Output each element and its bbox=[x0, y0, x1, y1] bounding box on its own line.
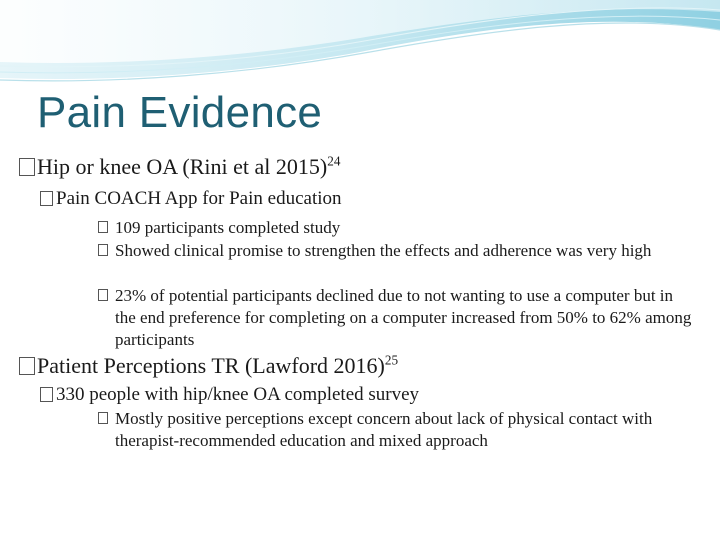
bullet-text: Showed clinical promise to strengthen the effects and adherence was very high bbox=[115, 241, 652, 260]
bullet-text: Patient Perceptions TR (Lawford 2016) bbox=[37, 353, 385, 378]
bullet-text: 330 people with hip/knee OA completed survey bbox=[56, 384, 420, 405]
bullet-box-icon bbox=[98, 412, 108, 424]
bullet-text: Mostly positive perceptions except concern about lack of physical contact with therapist-recommended education and mixed approach bbox=[115, 409, 653, 450]
bullet-l3-perceptions bbox=[98, 408, 685, 452]
bullet-l1-hip-knee-oa bbox=[19, 154, 340, 180]
bullet-text: 109 participants completed study bbox=[115, 218, 341, 237]
bullet-text: Pain COACH App for Pain education bbox=[56, 188, 342, 209]
header-wave-decoration bbox=[0, 0, 720, 90]
bullet-box-icon bbox=[98, 244, 108, 256]
slide-title: Pain Evidence bbox=[37, 88, 323, 137]
bullet-l2-survey bbox=[40, 384, 419, 406]
bullet-box-icon bbox=[98, 221, 108, 233]
bullet-box-icon bbox=[19, 158, 35, 176]
bullet-box-icon bbox=[40, 191, 53, 206]
bullet-l1-patient-perceptions bbox=[19, 353, 398, 379]
bullet-box-icon bbox=[40, 387, 53, 402]
bullet-l3-declined bbox=[98, 285, 695, 351]
bullet-l2-pain-coach bbox=[40, 188, 342, 210]
bullet-l3-clinical-promise bbox=[98, 240, 675, 262]
bullet-l3-participants bbox=[98, 217, 675, 239]
bullet-text: 23% of potential participants declined due to not wanting to use a computer but in the end preference for completing on a computer increased from 50% to 62% among participants bbox=[115, 286, 692, 349]
bullet-box-icon bbox=[19, 357, 35, 375]
bullet-box-icon bbox=[98, 289, 108, 301]
bullet-text: Hip or knee OA (Rini et al 2015) bbox=[37, 154, 328, 179]
citation-superscript: 25 bbox=[384, 352, 399, 368]
citation-superscript: 24 bbox=[327, 153, 341, 169]
